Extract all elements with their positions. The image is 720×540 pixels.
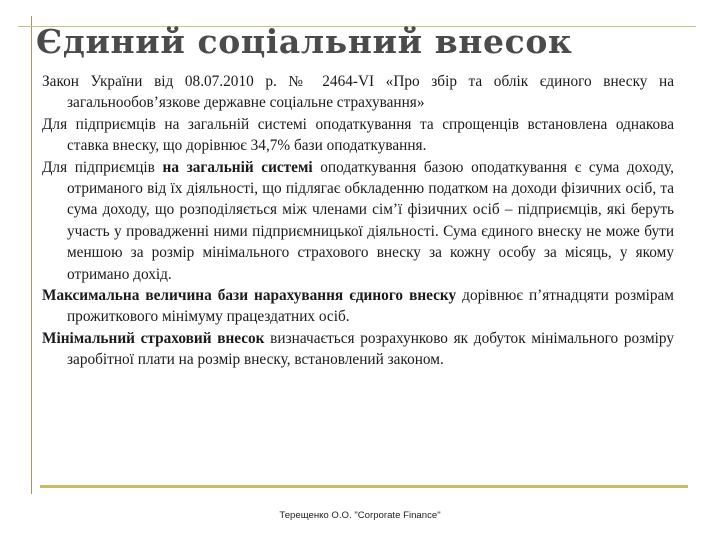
paragraph-tax-base-bold: на загальній системі — [162, 158, 313, 176]
paragraph-tax-base-intro: Для підприємців — [42, 158, 163, 176]
paragraph-rate — [42, 114, 674, 157]
slide-content — [42, 71, 674, 371]
paragraph-tax-base — [42, 157, 674, 285]
paragraph-min-contribution — [42, 328, 674, 371]
frame-bottom-line — [40, 485, 688, 488]
slide-title: Єдиний соціальний внесок — [36, 22, 573, 61]
paragraph-max-base — [42, 285, 674, 328]
frame-left-line — [31, 16, 32, 494]
paragraph-law-text: Закон України від 08.07.2010 р. № 2464-VI «Про збір та облік єдиного внеску на загальнообов’язкове державне соціальне страхування» — [42, 73, 674, 112]
paragraph-tax-base-text: оподаткування базою оподаткування є сума доходу, отриманого від їх діяльності, що підлягає обкладенню податком на доходи фізичних осіб, та сума доходу, що розподіляється між членами сім’ї фізичних осіб – підприємців, які беруть участь у провадженні ними підприємницької діяльності. Сума єдиного внеску не може бути меншою за розмір мінімального страхового внеску за кожну особу за місяць, у якому отримано дохід. — [67, 158, 674, 283]
paragraph-max-base-text: дорівнює п’ятнадцяти розмірам прожиткового мінімуму працездатних осіб. — [67, 287, 674, 326]
paragraph-min-contribution-text: визначається розрахунково як добуток мінімального розміру заробітної плати на розмір внеску, встановлений законом. — [67, 329, 674, 369]
paragraph-min-contribution-bold: Мінімальний страховий внесок — [42, 329, 265, 347]
slide-footer: Терещенко О.О. "Corporate Finance" — [279, 510, 441, 521]
paragraph-rate-text: Для підприємців на загальній системі оподаткування та спрощенців встановлена однакова ставка внеску, що дорівнює 34,7% бази оподаткування. — [42, 115, 674, 155]
paragraph-law — [42, 71, 674, 114]
paragraph-max-base-bold: Максимальна величина бази нарахування єдиного внеску — [42, 287, 457, 305]
